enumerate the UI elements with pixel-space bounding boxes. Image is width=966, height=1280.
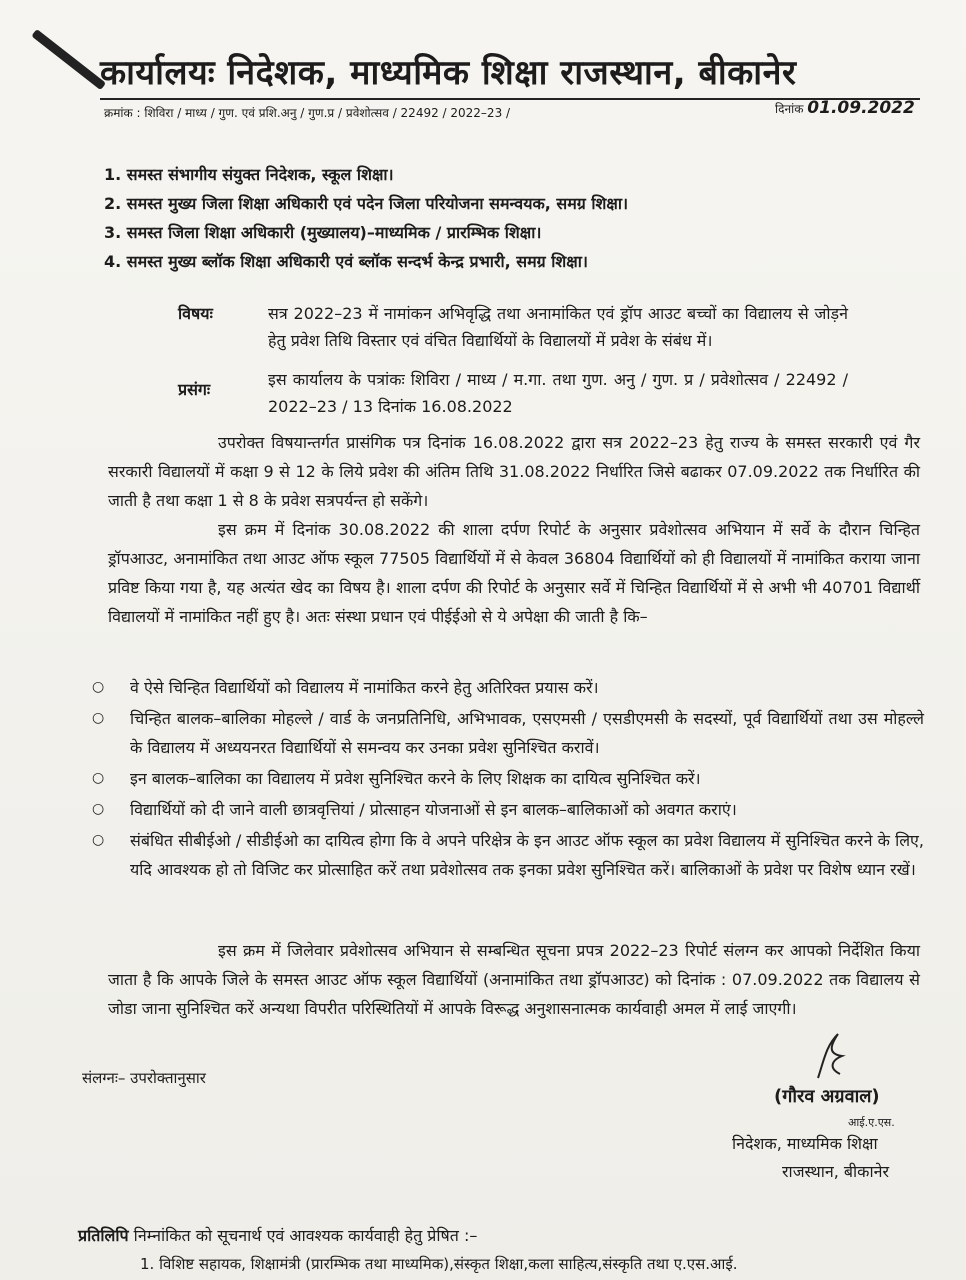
recipient-list (104, 160, 904, 276)
instruction-item (92, 673, 924, 702)
circle-bullet-icon: ○ (92, 679, 105, 695)
context-label: प्रसंगः (178, 380, 211, 399)
copy-to-label: प्रतिलिपि (78, 1226, 129, 1245)
signature-icon (812, 1030, 852, 1080)
date-value: 01.09.2022 (807, 98, 915, 118)
instruction-list (92, 673, 924, 886)
signatory-designation: निदेशक, माध्यमिक शिक्षा (732, 1134, 878, 1153)
instruction-item (92, 764, 924, 793)
body-paragraph-2: इस क्रम में दिनांक 30.08.2022 की शाला दर्पण रिपोर्ट के अनुसार प्रवेशोत्सव अभियान में सर्वे के दौरान चिन्हित ड्रॉपआउट, अनामांकित तथा आउट ऑफ स्कूल 77505 विद्यार्थियों में से केवल 36804 विद्यार्थियों को ही विद्यालयों में नामांकित कराया जाना प्रविष्ट किया गया है, यह अत्यंत खेद का विषय है। शाला दर्पण की रिपोर्ट के अनुसार सर्वे में चिन्हित विद्यार्थियों में से अभी भी 40701 विद्यार्थी विद्यालयों में नामांकित नहीं हुए है। अतः संस्था प्रधान एवं पीईईओ से ये अपेक्षा की जाती है कि– (108, 520, 920, 626)
signatory-name: (गौरव अग्रवाल) (774, 1086, 880, 1107)
recipient-item: 1. समस्त संभागीय संयुक्त निदेशक, स्कूल शिक्षा। (104, 165, 394, 184)
instruction-text: चिन्हित बालक–बालिका मोहल्ले / वार्ड के जनप्रतिनिधि, अभिभावक, एसएमसी / एसडीएमसी के सदस्यों, पूर्व विद्यार्थियों तथा उस मोहल्ले के विद्यालय में अध्ययनरत विद्यार्थियों से समन्वय कर उनका प्रवेश सुनिश्चित करावें। (130, 709, 924, 757)
instruction-item (92, 795, 924, 824)
instruction-text: वे ऐसे चिन्हित विद्यार्थियों को विद्यालय में नामांकित करने हेतु अतिरिक्त प्रयास करें। (130, 678, 599, 697)
context-text: इस कार्यालय के पत्रांकः शिविरा / माध्य / म.गा. तथा गुण. अनु / गुण. प्र / प्रवेशोत्सव / 22492 / 2022–23 / 13 दिनांक 16.08.2022 (268, 370, 848, 416)
subject-text: सत्र 2022–23 में नामांकन अभिवृद्धि तथा अनामांकित एवं ड्रॉप आउट बच्चों का विद्यालय से जोड़ने हेतु प्रवेश तिथि विस्तार एवं वंचित विद्यार्थियों के विद्यालयों में प्रवेश के संबंध में। (268, 304, 848, 350)
copy-to-text: निम्नांकित को सूचनार्थ एवं आवश्यक कार्यवाही हेतु प्रेषित :– (128, 1226, 478, 1245)
recipient-item: 3. समस्त जिला शिक्षा अधिकारी (मुख्यालय)–माध्यमिक / प्रारम्भिक शिक्षा। (104, 223, 542, 242)
instruction-text: विद्यार्थियों को दी जाने वाली छात्रवृत्तियां / प्रोत्साहन योजनाओं से इन बालक–बालिकाओं को अवगत कराएं। (130, 800, 737, 819)
circle-bullet-icon: ○ (92, 801, 105, 817)
pen-shadow-decoration (31, 29, 106, 90)
copy-to-item: 1. विशिष्ट सहायक, शिक्षामंत्री (प्रारम्भिक तथा माध्यमिक),संस्कृत शिक्षा,कला साहित्य,संस्कृति तथा ए.एस.आई. (140, 1255, 738, 1273)
recipient-item: 4. समस्त मुख्य ब्लॉक शिक्षा अधिकारी एवं ब्लॉक सन्दर्भ केन्द्र प्रभारी, समग्र शिक्षा। (104, 252, 588, 271)
office-header-title: कार्यालयः निदेशक, माध्यमिक शिक्षा राजस्थान, बीकानेर (100, 53, 797, 93)
body-paragraph-1: उपरोक्त विषयान्तर्गत प्रासंगिक पत्र दिनांक 16.08.2022 द्वारा सत्र 2022–23 हेतु राज्य के समस्त सरकारी एवं गैर सरकारी विद्यालयों में कक्षा 9 से 12 के लिये प्रवेश की अंतिम तिथि 31.08.2022 निर्धारित जिसे बढाकर 07.09.2022 तक निर्धारित की जाती है तथा कक्षा 1 से 8 के प्रवेश सत्रपर्यन्त हो सकेंगे। (108, 433, 920, 510)
letter-date (775, 98, 915, 118)
enclosure-note: संलग्नः– उपरोक्तानुसार (82, 1069, 206, 1087)
instruction-text: इन बालक–बालिका का विद्यालय में प्रवेश सुनिश्चित करने के लिए शिक्षक का दायित्व सुनिश्चित करें। (130, 769, 701, 788)
circle-bullet-icon: ○ (92, 832, 105, 848)
reference-number: क्रमांक : शिविरा / माध्य / गुण. एवं प्रशि.अनु / गुण.प्र / प्रवेशोत्सव / 22492 / 2022–23 / (104, 106, 511, 120)
circle-bullet-icon: ○ (92, 770, 105, 786)
instruction-text: संबंधित सीबीईओ / सीडीईओ का दायित्व होगा कि वे अपने परिक्षेत्र के इन आउट ऑफ स्कूल का प्रवेश विद्यालय में सुनिश्चित करने के लिए, यदि आवश्यक हो तो विजिट कर प्रोत्साहित करें तथा प्रवेशोत्सव तक इनका प्रवेश सुनिश्चित करें। बालिकाओं के प्रवेश पर विशेष ध्यान रखें। (130, 831, 924, 879)
subject-label: विषयः (178, 304, 213, 323)
circle-bullet-icon: ○ (92, 710, 105, 726)
recipient-item: 2. समस्त मुख्य जिला शिक्षा अधिकारी एवं पदेन जिला परियोजना समन्वयक, समग्र शिक्षा। (104, 194, 629, 213)
instruction-item (92, 704, 924, 762)
body-paragraph-3: इस क्रम में जिलेवार प्रवेशोत्सव अभियान से सम्बन्धित सूचना प्रपत्र 2022–23 रिपोर्ट संलग्न कर आपको निर्देशित किया जाता है कि आपके जिले के समस्त आउट ऑफ स्कूल विद्यार्थियों (अनामांकित तथा ड्रॉपआउट) को दिनांक : 07.09.2022 तक विद्यालय से जोडा जाना सुनिश्चित करें अन्यथा विपरीत परिस्थितियों में आपके विरूद्ध अनुशासनात्मक कार्यवाही अमल में लाई जाएगी। (108, 941, 920, 1018)
instruction-item (92, 826, 924, 884)
signatory-service: आई.ए.एस. (848, 1116, 895, 1129)
signatory-place: राजस्थान, बीकानेर (782, 1162, 890, 1181)
date-label: दिनांक (775, 102, 804, 116)
copy-to-heading (78, 1224, 477, 1246)
